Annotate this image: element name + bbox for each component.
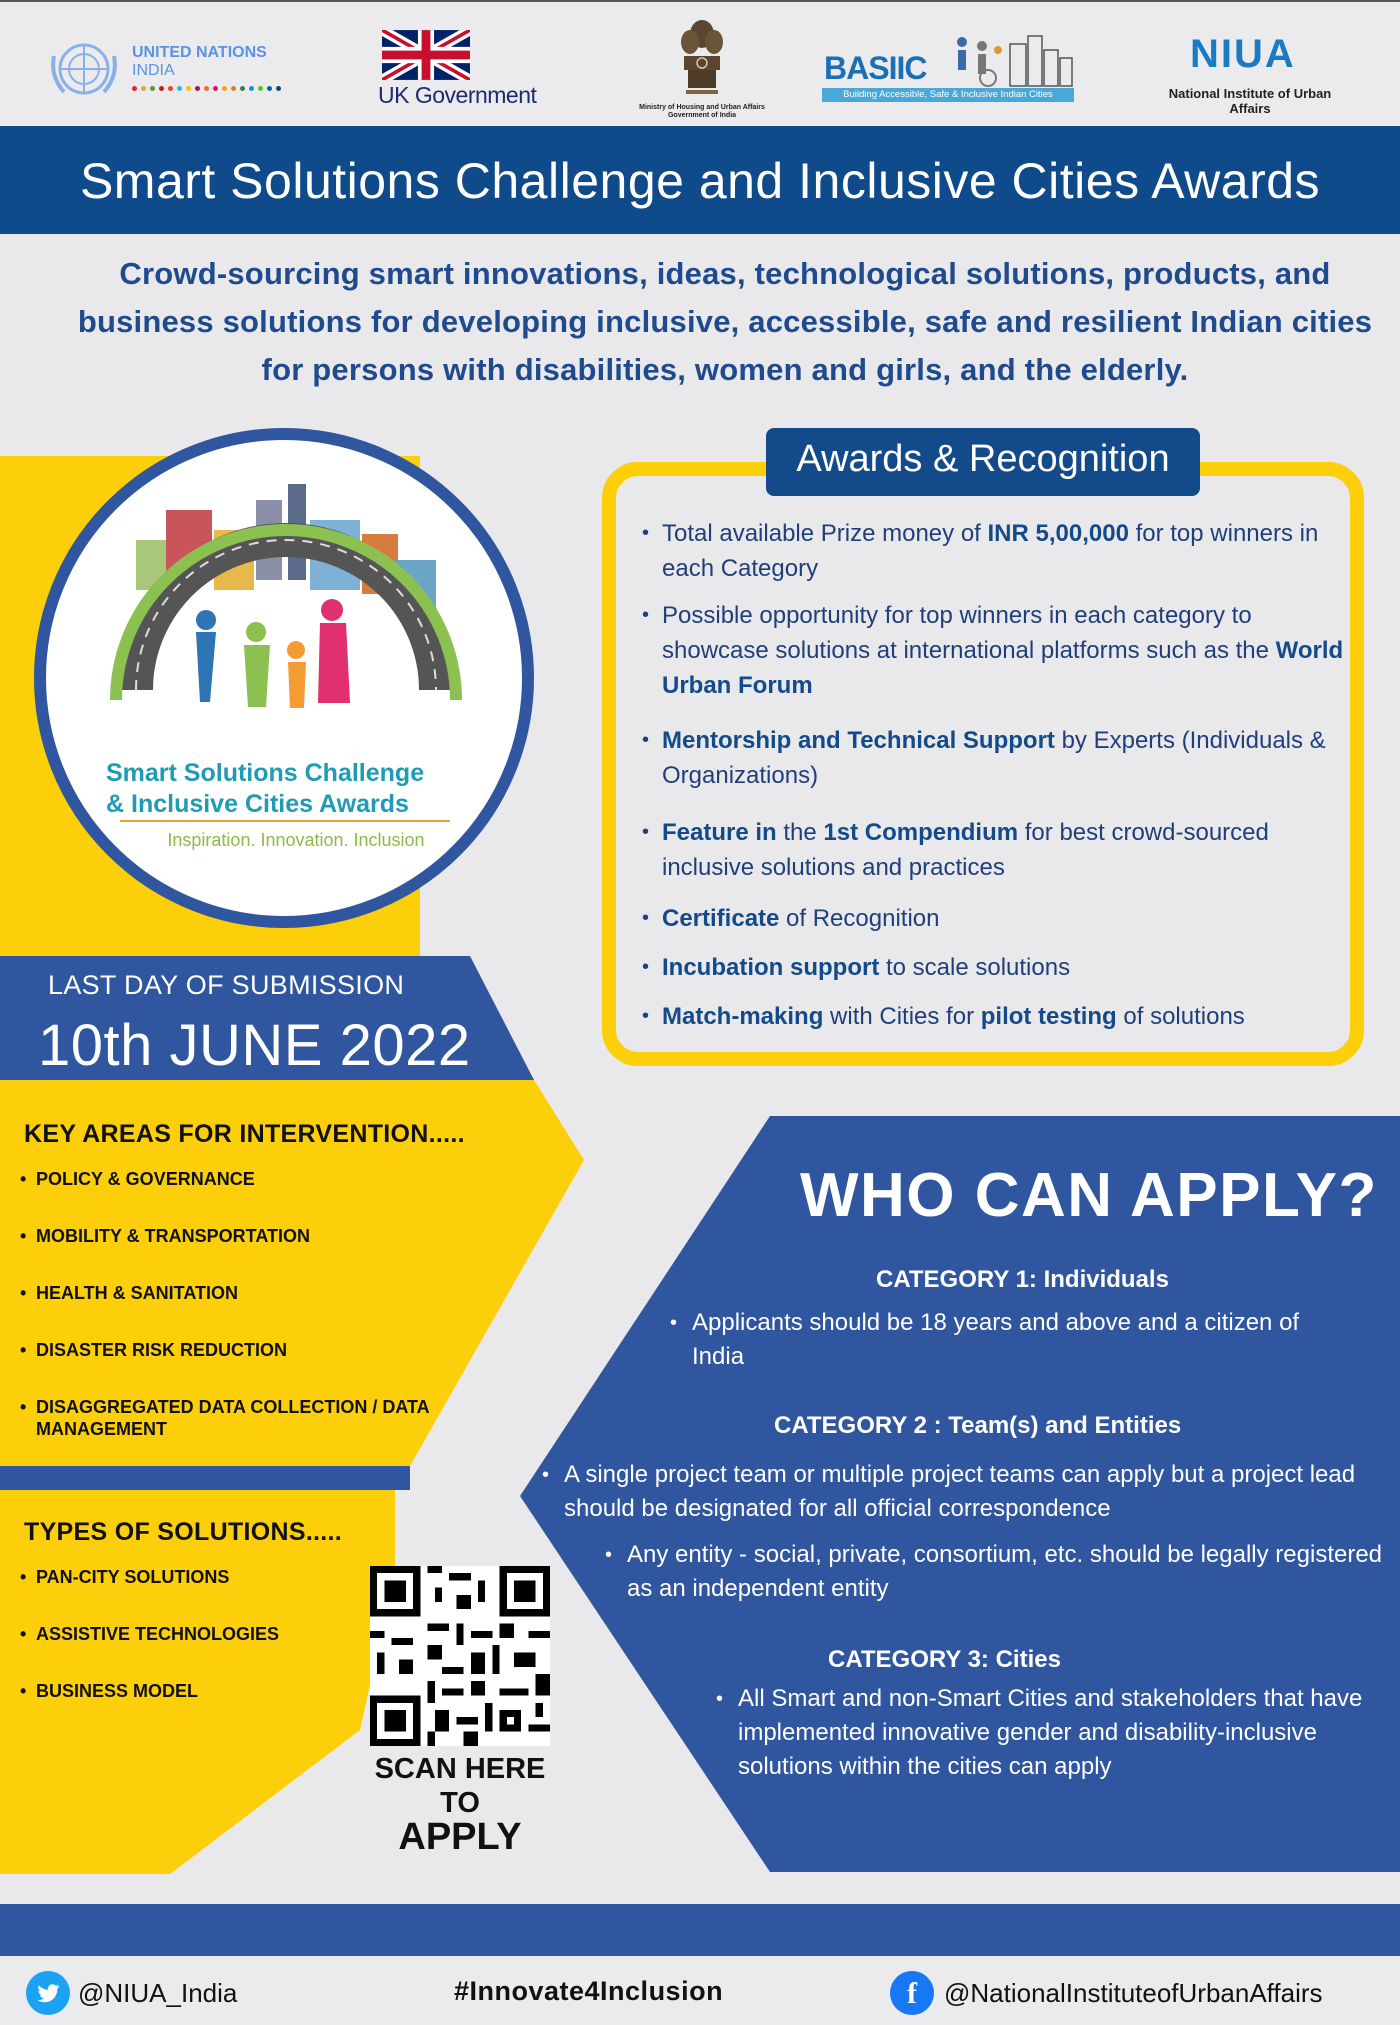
list-item: • MOBILITY & TRANSPORTATION: [20, 1225, 440, 1247]
category-2-title: CATEGORY 2 : Team(s) and Entities: [774, 1412, 1182, 1439]
list-item: • PAN-CITY SOLUTIONS: [20, 1566, 360, 1588]
title-banner: [0, 126, 1400, 234]
who-can-apply-heading: WHO CAN APPLY?: [800, 1161, 1378, 1230]
apply-qr-code[interactable]: [370, 1566, 550, 1746]
round-logo-tagline: Inspiration. Innovation. Inclusion: [167, 830, 425, 850]
list-item: • Feature in the 1st Compendium for best crowd-sourced inclusive solutions and practices: [640, 815, 1350, 885]
hashtag: #Innovate4Inclusion: [454, 1976, 724, 2006]
category-3-text: • All Smart and non-Smart Cities and stakeholders that have implemented innovative gender and disability-inclusive solutions within the cities can apply: [716, 1682, 1376, 1784]
category-1-text: • Applicants should be 18 years and above and a citizen of India: [670, 1306, 1330, 1374]
category-1-title: CATEGORY 1: Individuals: [876, 1266, 1169, 1293]
types-heading: TYPES OF SOLUTIONS.....: [24, 1518, 343, 1546]
basiic-logo: [822, 32, 1074, 104]
deadline-label: LAST DAY OF SUBMISSION: [48, 970, 405, 1000]
deadline-date: 10th JUNE 2022: [38, 1013, 471, 1078]
niua-mark: NIUA: [1190, 32, 1296, 76]
key-areas-list: [20, 1168, 440, 1475]
category-2-text-1: • A single project team or multiple project teams can apply but a project lead should be designated for all official correspondence: [542, 1458, 1392, 1526]
un-sub: INDIA: [132, 62, 175, 79]
list-item: • BUSINESS MODEL: [20, 1680, 360, 1702]
ministry-text: Ministry of Housing and Urban Affairs Government of India: [639, 104, 765, 119]
list-item: • DISASTER RISK REDUCTION: [20, 1339, 440, 1361]
logo-bar: [0, 0, 1400, 126]
twitter-icon[interactable]: [26, 1971, 70, 2015]
category-2-text-2: • Any entity - social, private, consortium, etc. should be legally registered as an independent entity: [605, 1538, 1390, 1606]
round-logo-divider: [120, 820, 450, 822]
scan-here-text: SCAN HERE: [374, 1753, 546, 1785]
facebook-handle[interactable]: @NationalInstituteofUrbanAffairs: [944, 1978, 1323, 2008]
un-emblem-icon: [46, 36, 122, 102]
city-people-illustration: [96, 470, 476, 740]
awards-heading: Awards & Recognition: [796, 438, 1170, 480]
twitter-handle[interactable]: @NIUA_India: [78, 1978, 238, 2008]
footer-bar: [0, 1904, 1400, 1956]
accessible-city-icon: [948, 32, 1074, 88]
twitter-bird-icon: [35, 1980, 61, 2006]
divider-strip: [0, 1466, 410, 1490]
awards-heading-box: [766, 428, 1200, 496]
key-areas-heading: KEY AREAS FOR INTERVENTION.....: [24, 1120, 465, 1148]
category-3-title: CATEGORY 3: Cities: [828, 1646, 1061, 1673]
niua-name: National Institute of Urban Affairs: [1168, 86, 1332, 116]
uk-government-logo: [378, 30, 558, 110]
facebook-icon[interactable]: f: [890, 1971, 934, 2015]
list-item: • Mentorship and Technical Support by Experts (Individuals & Organizations): [640, 723, 1350, 793]
un-india-logo: [46, 36, 286, 106]
list-item: • Certificate of Recognition: [640, 901, 1350, 936]
un-name: UNITED NATIONS: [132, 44, 267, 61]
scan-to-text: TO: [440, 1787, 480, 1819]
list-item: • DISAGGREGATED DATA COLLECTION / DATA MANAGEMENT: [20, 1396, 440, 1440]
list-item: • Match-making with Cities for pilot testing of solutions: [640, 999, 1350, 1034]
national-emblem-icon: [678, 16, 726, 100]
round-logo-title-line2: & Inclusive Cities Awards: [106, 790, 409, 818]
uk-government-text: UK Government: [378, 82, 537, 108]
challenge-logo: [34, 428, 534, 928]
basiic-tagline: Building Accessible, Safe & Inclusive Indian Cities: [822, 88, 1074, 102]
qr-code-icon: [370, 1566, 550, 1746]
ministry-logo: [622, 16, 782, 124]
union-jack-icon: [382, 30, 470, 80]
basiic-name: BASIIC: [824, 50, 927, 86]
list-item: • Incubation support to scale solutions: [640, 950, 1350, 985]
list-item: • ASSISTIVE TECHNOLOGIES: [20, 1623, 360, 1645]
awards-list: [640, 516, 1350, 1034]
list-item: • Possible opportunity for top winners in each category to showcase solutions at international platforms such as the World Urban Forum: [640, 598, 1350, 703]
sdg-dots: [132, 86, 282, 92]
types-list: [20, 1566, 360, 1737]
list-item: • POLICY & GOVERNANCE: [20, 1168, 440, 1190]
list-item: • HEALTH & SANITATION: [20, 1282, 440, 1304]
apply-text: APPLY: [398, 1816, 522, 1858]
niua-logo: [1150, 32, 1350, 116]
list-item: • Total available Prize money of INR 5,00,000 for top winners in each Category: [640, 516, 1350, 586]
page-title: Smart Solutions Challenge and Inclusive Cities Awards: [79, 153, 1321, 209]
intro-text: Crowd-sourcing smart innovations, ideas, technological solutions, products, and business solutions for developing inclusive, accessible, safe and resilient Indian cities for persons with disabilities, women and girls, and the elderly.: [77, 256, 1373, 387]
round-logo-title-line1: Smart Solutions Challenge: [106, 759, 425, 787]
